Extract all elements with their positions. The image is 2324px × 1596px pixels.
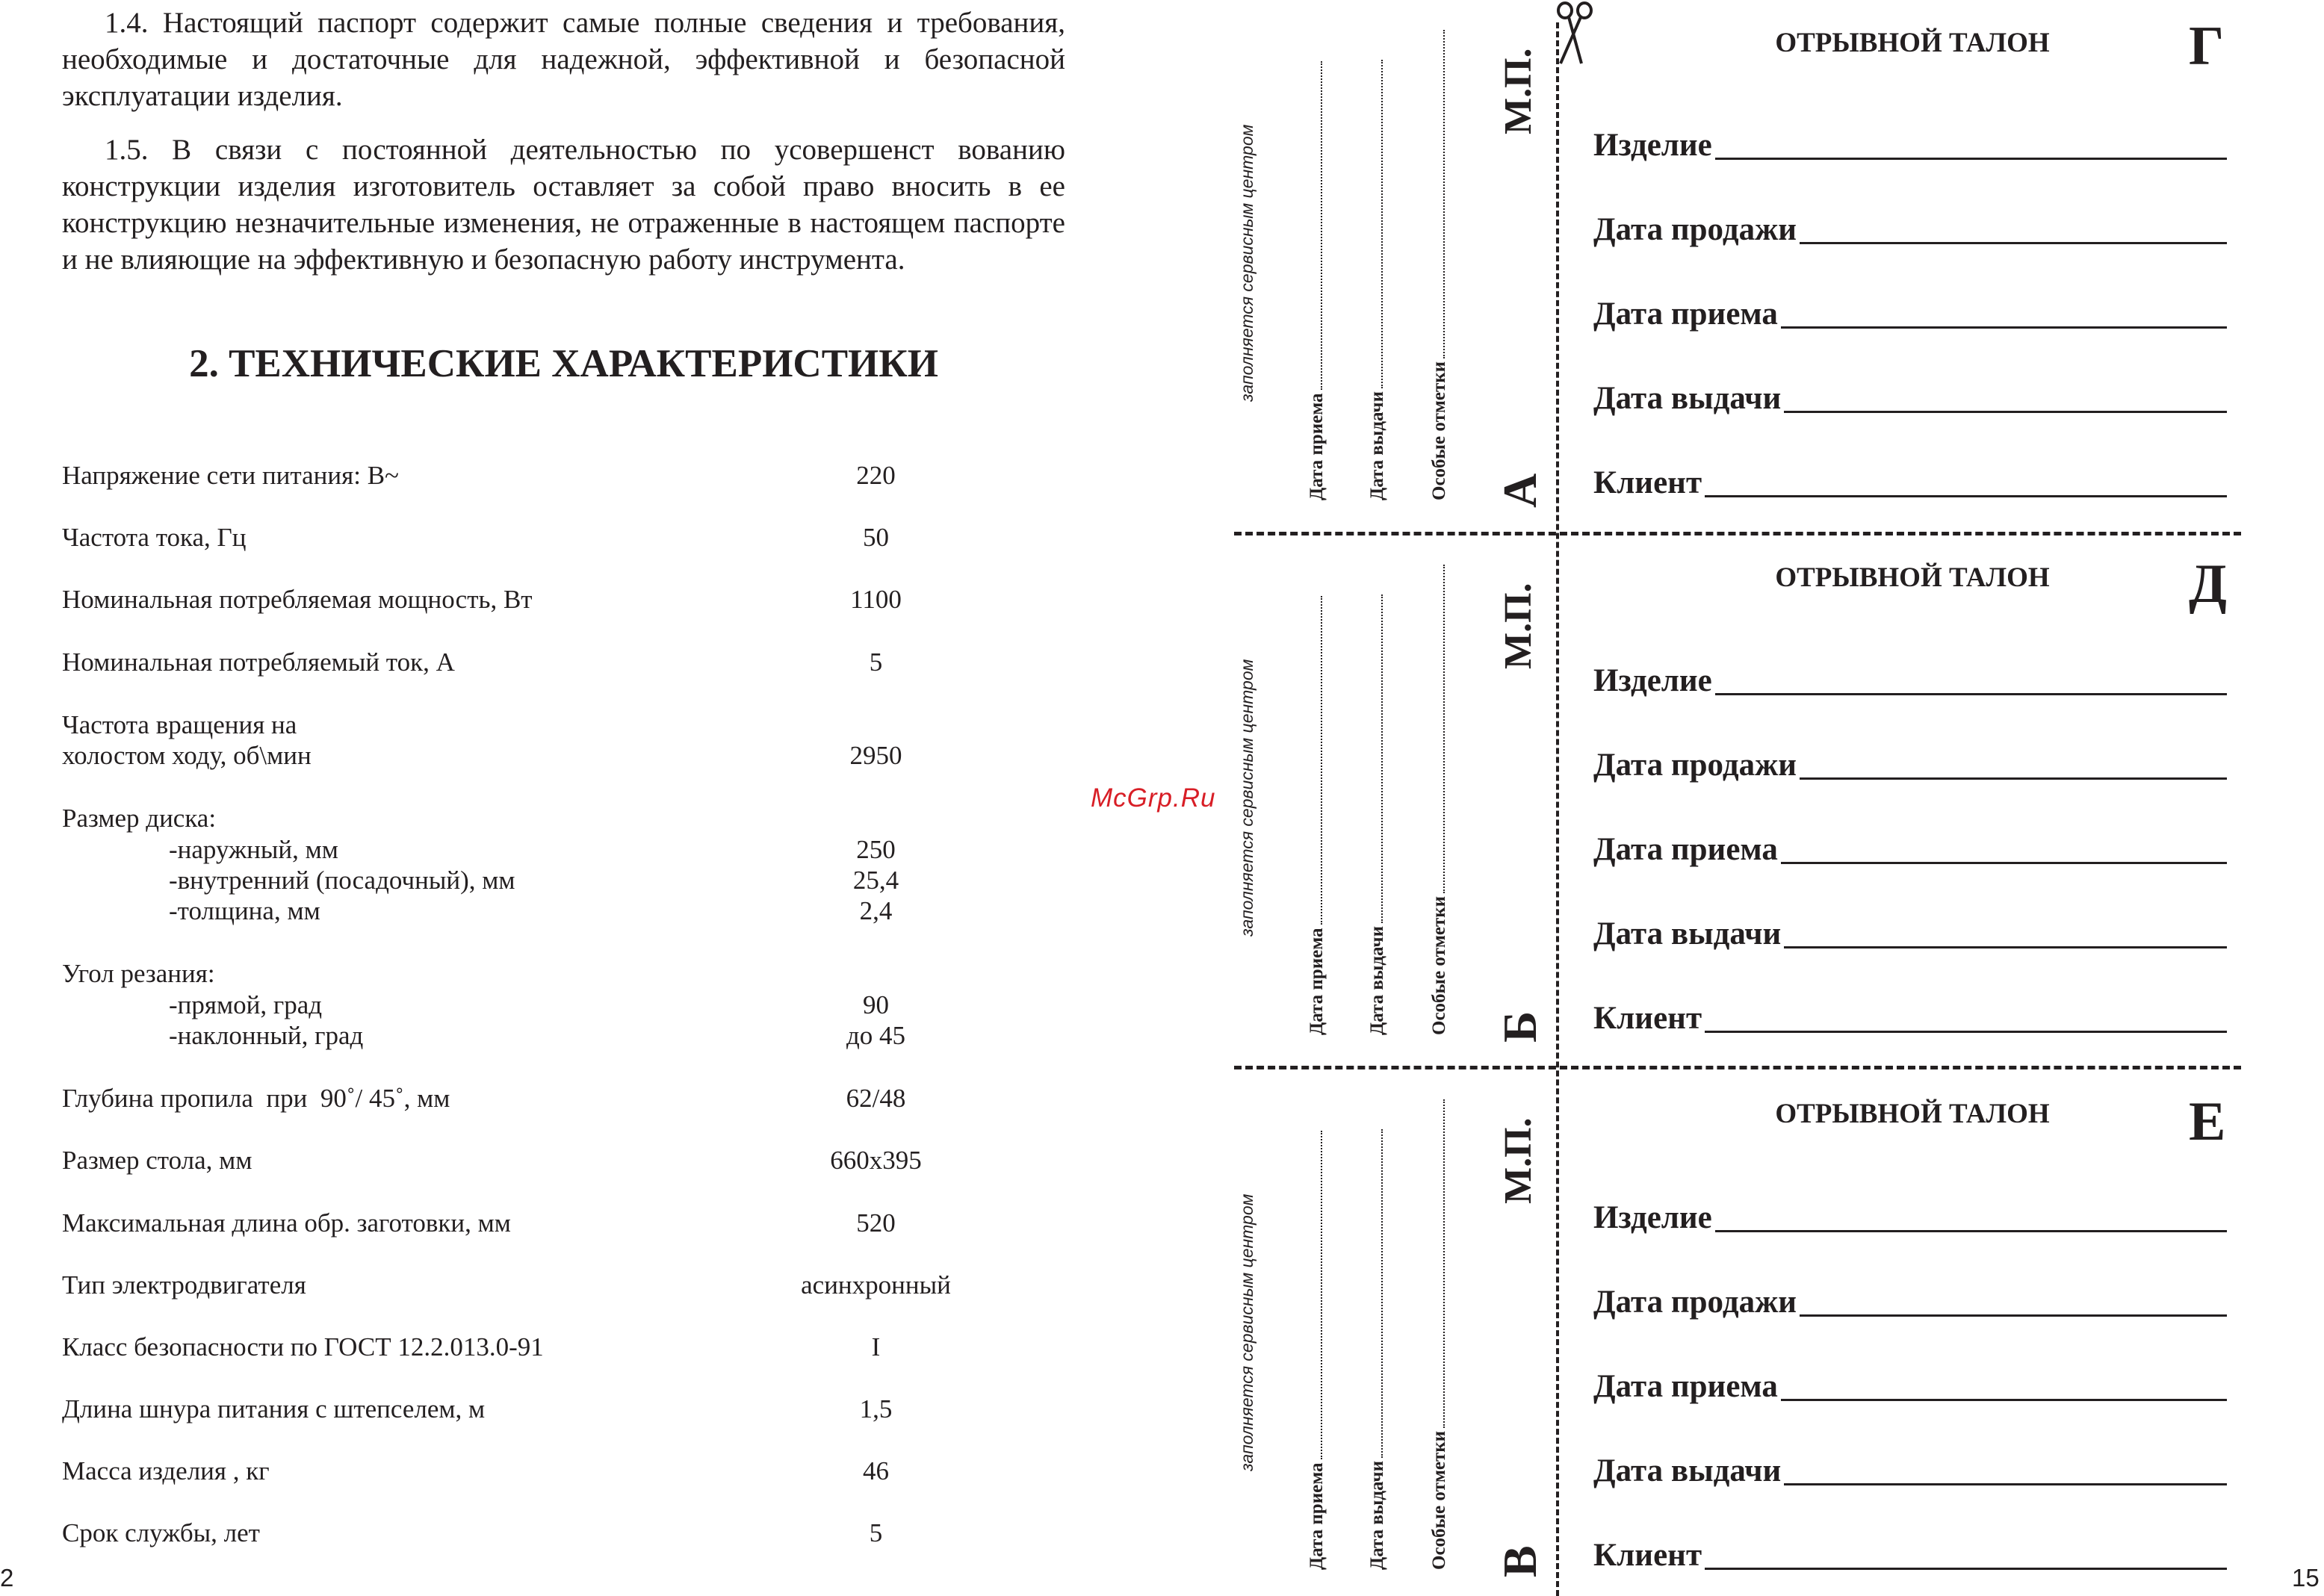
field-received-date[interactable] (1593, 830, 2227, 869)
spec-sub-label: -внутренний (посадочный), мм (169, 866, 515, 895)
spec-value: 62/48 (846, 1084, 906, 1113)
field-label: Изделие (1593, 128, 1712, 163)
write-line (1781, 862, 2227, 864)
spec-group-label: Угол резания: (62, 959, 215, 988)
stub-date-received: Дата приема (1306, 1131, 1328, 1570)
field-label: Дата продажи (1593, 1285, 1797, 1320)
field-label: Изделие (1593, 663, 1712, 698)
field-product[interactable] (1593, 661, 2227, 700)
spec-label: Масса изделия , кг (62, 1456, 270, 1485)
spec-label: Длина шнура питания с штепселем, м (62, 1394, 486, 1423)
spec-value: I (871, 1332, 881, 1361)
write-line (1800, 777, 2227, 780)
spec-label: Номинальная потребляемый ток, А (62, 648, 455, 677)
page-number-left: 2 (0, 1564, 14, 1592)
field-received-date[interactable] (1593, 1367, 2227, 1406)
stub-date-issued: Дата выдачи (1366, 594, 1389, 1035)
coupon-letter: Г (2189, 16, 2225, 77)
stub-date-received: Дата приема (1306, 61, 1328, 500)
paragraph-1-5: 1.5. В связи с постоянной деятельностью по усовершенст вованию конструкции изделия изготовитель оставляет за собой право вносить в ее конструкцию незначительные изменения, не отраженные в настоящем паспорте и не влияющие на эффективную и безопасную работу инструмента. (62, 134, 1065, 276)
service-center-note: заполняется сервисным центром (1237, 124, 1256, 402)
spec-sub-label: -наклонный, град (169, 1021, 364, 1050)
stub-date-issued: Дата выдачи (1366, 60, 1389, 500)
stamp-placeholder: М.П. (1497, 48, 1540, 134)
spec-group-label: Размер диска: (62, 804, 217, 833)
spec-value: 520 (856, 1208, 896, 1238)
field-client[interactable] (1593, 999, 2227, 1037)
field-label: Изделие (1593, 1200, 1712, 1235)
stub-letter: Б (1493, 1010, 1546, 1043)
field-label: Дата приема (1593, 832, 1778, 867)
service-center-note: заполняется сервисным центром (1237, 659, 1256, 937)
write-line (1781, 1399, 2227, 1401)
field-label: Дата приема (1593, 1369, 1778, 1404)
spec-value: 90 (863, 990, 889, 1019)
coupon-letter: Д (2189, 553, 2227, 615)
write-line (1781, 326, 2227, 329)
spec-value: асинхронный (801, 1270, 951, 1300)
page-number-right: 15 (2292, 1564, 2320, 1592)
spec-value: 50 (863, 523, 889, 552)
stub-letter: А (1493, 473, 1546, 508)
field-sale-date[interactable] (1593, 1282, 2227, 1321)
coupon-title: ОТРЫВНОЙ ТАЛОН (1775, 1099, 2050, 1129)
field-label: Дата выдачи (1593, 381, 1782, 416)
write-line (1705, 495, 2227, 497)
spec-sub-label: -прямой, град (169, 990, 323, 1019)
service-center-note: заполняется сервисным центром (1237, 1193, 1256, 1471)
field-product[interactable] (1593, 1198, 2227, 1237)
coupon-title: ОТРЫВНОЙ ТАЛОН (1775, 28, 2050, 58)
stub-letter: В (1493, 1545, 1546, 1577)
stub-c (1225, 1069, 1554, 1592)
write-line (1784, 1483, 2227, 1485)
stub-date-issued: Дата выдачи (1366, 1129, 1389, 1570)
spec-value: 25,4 (852, 866, 899, 895)
spec-sub-label: -толщина, мм (169, 896, 320, 925)
field-label: Клиент (1593, 1001, 1702, 1036)
stub-b (1225, 535, 1554, 1058)
spec-label: Напряжение сети питания: В~ (62, 461, 399, 490)
write-line (1705, 1568, 2227, 1570)
write-line (1715, 1230, 2227, 1232)
field-label: Дата продажи (1593, 212, 1797, 247)
stub-a (1225, 0, 1554, 523)
stub-special-notes: Особые отметки (1428, 1099, 1451, 1570)
coupon-letter: Е (2189, 1091, 2226, 1152)
spec-label: Частота тока, Гц (62, 523, 247, 552)
paragraph-1-4: 1.4. Настоящий паспорт содержит самые полные сведения и требования, необходимые и достаточные для надежной, эффективной и безопасной эксплуатации изделия. (62, 7, 1065, 112)
write-line (1800, 242, 2227, 244)
spec-value: 5 (869, 1518, 883, 1547)
section-title: 2. ТЕХНИЧЕСКИЕ ХАРАКТЕРИСТИКИ (189, 342, 938, 385)
spec-value: 2950 (849, 741, 902, 770)
field-product[interactable] (1593, 125, 2227, 164)
field-label: Клиент (1593, 465, 1702, 500)
stub-special-notes: Особые отметки (1428, 30, 1451, 500)
spec-label: Срок службы, лет (62, 1518, 260, 1547)
spec-value: 2,4 (859, 896, 893, 925)
field-issued-date[interactable] (1593, 1451, 2227, 1490)
spec-value: 46 (863, 1456, 889, 1485)
spec-label: Номинальная потребляемая мощность, Вт (62, 585, 533, 614)
spec-label: Тип электродвигателя (62, 1270, 306, 1300)
spec-label: Максимальная длина обр. заготовки, мм (62, 1208, 511, 1238)
field-client[interactable] (1593, 463, 2227, 502)
watermark: McGrp.Ru (1091, 783, 1216, 813)
spec-label-line2: холостом ходу, об\мин (62, 741, 312, 770)
field-issued-date[interactable] (1593, 379, 2227, 417)
field-label: Дата продажи (1593, 748, 1797, 783)
vertical-cut-line (1556, 22, 1559, 1596)
spec-sub-label: -наружный, мм (169, 835, 338, 864)
stamp-placeholder: М.П. (1497, 1117, 1540, 1204)
field-issued-date[interactable] (1593, 914, 2227, 953)
stub-date-received: Дата приема (1306, 596, 1328, 1035)
spec-label: Размер стола, мм (62, 1146, 252, 1175)
write-line (1800, 1314, 2227, 1317)
spec-value: 220 (856, 461, 896, 490)
field-received-date[interactable] (1593, 294, 2227, 333)
write-line (1784, 946, 2227, 948)
spec-label: Глубина пропила при 90˚/ 45˚, мм (62, 1084, 450, 1113)
field-label: Дата приема (1593, 296, 1778, 332)
write-line (1784, 411, 2227, 413)
spec-value: до 45 (846, 1021, 906, 1050)
spec-value: 250 (856, 835, 896, 864)
field-label: Дата выдачи (1593, 1453, 1782, 1488)
spec-value: 660x395 (830, 1146, 922, 1175)
coupon-title: ОТРЫВНОЙ ТАЛОН (1775, 562, 2050, 593)
spec-label: Класс безопасности по ГОСТ 12.2.013.0-91 (62, 1332, 544, 1361)
field-sale-date[interactable] (1593, 745, 2227, 784)
stamp-placeholder: М.П. (1497, 583, 1540, 669)
field-client[interactable] (1593, 1536, 2227, 1574)
write-line (1715, 158, 2227, 160)
write-line (1705, 1031, 2227, 1033)
write-line (1715, 693, 2227, 695)
spec-value: 1,5 (859, 1394, 893, 1423)
spec-value: 5 (869, 648, 883, 677)
field-label: Клиент (1593, 1538, 1702, 1573)
stub-special-notes: Особые отметки (1428, 565, 1451, 1035)
spec-value: 1100 (850, 585, 902, 614)
spec-label: Частота вращения на (62, 710, 297, 739)
field-label: Дата выдачи (1593, 916, 1782, 951)
field-sale-date[interactable] (1593, 210, 2227, 249)
